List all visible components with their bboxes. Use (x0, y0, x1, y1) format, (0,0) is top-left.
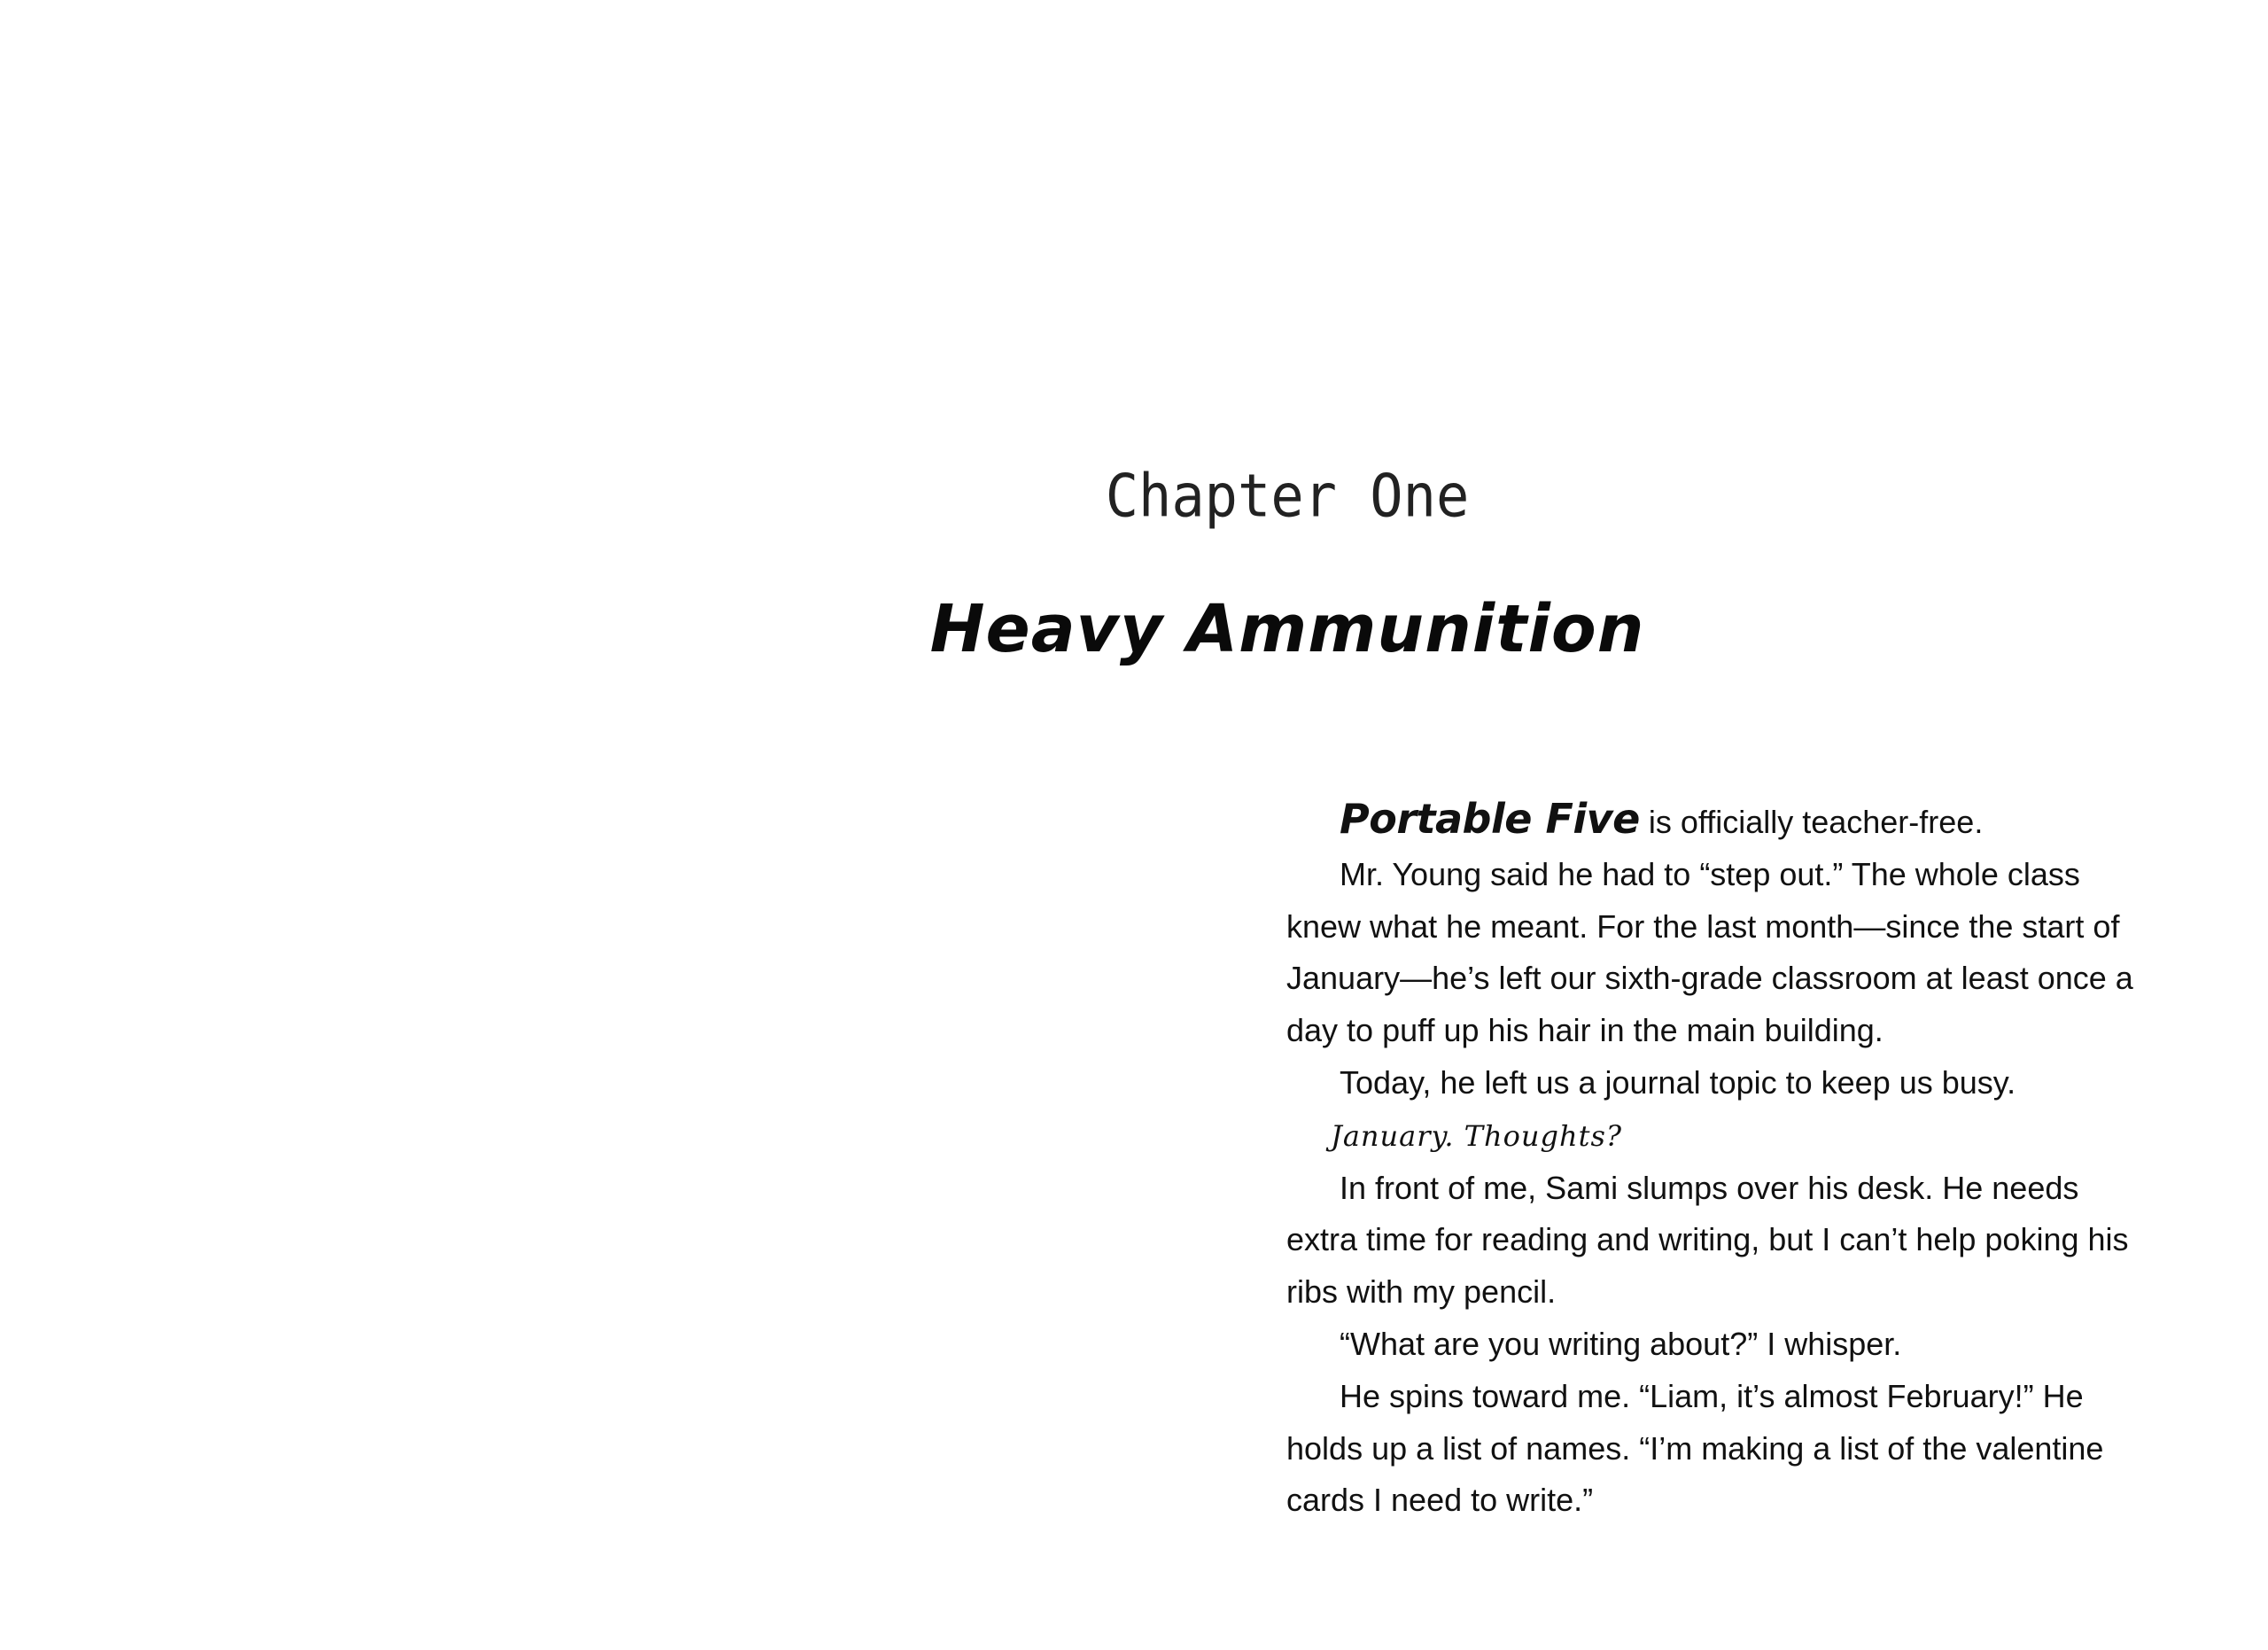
journal-topic (1286, 1109, 2146, 1163)
chapter-title: Heavy Ammunition (929, 591, 1645, 667)
paragraph-3: Today, he left us a journal topic to keep us busy. (1340, 1063, 2016, 1101)
paragraph-1-text: is officially teacher-free. (1639, 804, 1984, 840)
chapter-body-text (1286, 793, 2146, 1527)
paragraph-1 (1286, 793, 2146, 849)
paragraph-7: He spins toward me. “Liam, it’s almost February!” He holds up a list of names. “I’m making a list of the valentine cards I need to write.” (1286, 1377, 2104, 1519)
lead-in-text: Portable Five (1340, 795, 1640, 843)
journal-topic-text: January. Thoughts? (1331, 1118, 1623, 1153)
chapter-number: Chapter One (1105, 461, 1470, 531)
paragraph-5: In front of me, Sami slumps over his desk. He needs extra time for reading and writing, but I can’t help poking his ribs with my pencil. (1286, 1169, 2129, 1311)
paragraph-6: “What are you writing about?” I whisper. (1340, 1325, 1902, 1362)
paragraph-2: Mr. Young said he had to “step out.” The whole class knew what he meant. For the last month—since the start of January—he’s left our sixth-grade classroom at least once a day to puff up his hair in the main building. (1286, 855, 2133, 1049)
